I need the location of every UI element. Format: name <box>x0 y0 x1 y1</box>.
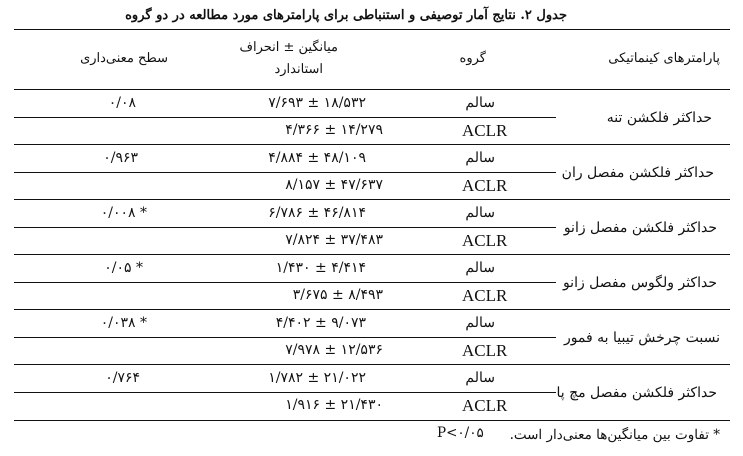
healthy-mean-sd: ۴۶/۸۱۴ ± ۶/۷۸۶ <box>268 205 366 221</box>
group-healthy-label: سالم <box>465 370 495 386</box>
header-mean-line2: استاندارد <box>274 62 323 77</box>
table-caption: جدول ۲. نتایج آمار توصیفی و استنباطی برای پارامترهای مورد مطالعه در دو گروه <box>125 8 567 23</box>
p-value: ۰/۰۸ <box>108 95 136 111</box>
group-aclr-label: ACLR <box>462 231 508 250</box>
parameter-label: حداکثر فلکشن مفصل ران <box>561 165 714 181</box>
parameter-label: حداکثر فلکشن تنه <box>606 110 712 126</box>
header-bottom-border <box>14 89 730 90</box>
group-healthy-label: سالم <box>465 150 495 166</box>
healthy-mean-sd: ۲۱/۰۲۲ ± ۱/۷۸۲ <box>268 370 366 386</box>
parameter-label: نسبت چرخش تیبیا به فمور <box>563 330 720 346</box>
row-divider <box>14 172 556 173</box>
row-divider <box>14 227 556 228</box>
aclr-mean-sd: ۸/۴۹۳ ± ۳/۶۷۵ <box>292 287 383 303</box>
p-value: * ۰/۰۵ <box>104 260 143 276</box>
healthy-mean-sd: ۱۸/۵۳۲ ± ۷/۶۹۳ <box>268 95 366 111</box>
healthy-mean-sd: ۴۸/۱۰۹ ± ۴/۸۸۴ <box>268 150 366 166</box>
group-healthy-label: سالم <box>465 95 495 111</box>
footnote-p-threshold: P<۰/۰۵ <box>437 425 484 441</box>
aclr-mean-sd: ۴۷/۶۳۷ ± ۸/۱۵۷ <box>285 177 383 193</box>
p-value: ۰/۹۶۳ <box>103 150 138 166</box>
group-healthy-label: سالم <box>465 205 495 221</box>
p-value: * ۰/۰۳۸ <box>100 315 147 331</box>
row-divider <box>14 254 730 255</box>
header-significance: سطح معنی‌داری <box>80 51 168 66</box>
group-aclr-label: ACLR <box>462 176 508 195</box>
row-divider <box>14 117 556 118</box>
group-healthy-label: سالم <box>465 315 495 331</box>
aclr-mean-sd: ۲۱/۴۳۰ ± ۱/۹۱۶ <box>285 397 383 413</box>
row-divider <box>14 309 730 310</box>
header-group: گروه <box>459 51 486 66</box>
row-divider <box>14 144 730 145</box>
row-divider <box>14 282 556 283</box>
parameter-label: حداکثر ولگوس مفصل زانو <box>562 275 717 291</box>
healthy-mean-sd: ۴/۴۱۴ ± ۱/۴۳۰ <box>275 260 366 276</box>
footnote-text: * تفاوت بین میانگین‌ها معنی‌دار است. <box>509 427 720 443</box>
aclr-mean-sd: ۱۲/۵۳۶ ± ۷/۹۷۸ <box>285 342 383 358</box>
header-mean-line1: میانگین ± انحراف <box>239 40 338 55</box>
aclr-mean-sd: ۳۷/۴۸۳ ± ۷/۸۲۴ <box>285 232 383 248</box>
group-aclr-label: ACLR <box>462 341 508 360</box>
parameter-label: حداکثر فلکشن مفصل مچ پا <box>556 385 717 401</box>
table-top-border <box>14 29 730 30</box>
row-divider <box>14 392 556 393</box>
group-aclr-label: ACLR <box>462 396 508 415</box>
table-bottom-border <box>14 420 730 421</box>
group-aclr-label: ACLR <box>462 121 508 140</box>
p-value: * ۰/۰۰۸ <box>100 205 147 221</box>
parameter-label: حداکثر فلکشن مفصل زانو <box>563 220 717 236</box>
header-parameter: پارامترهای کینماتیکی <box>608 51 720 66</box>
row-divider <box>14 199 730 200</box>
row-divider <box>14 364 730 365</box>
aclr-mean-sd: ۱۴/۲۷۹ ± ۴/۳۶۶ <box>285 122 383 138</box>
p-value: ۰/۷۶۴ <box>105 370 140 386</box>
group-aclr-label: ACLR <box>462 286 508 305</box>
row-divider <box>14 337 556 338</box>
group-healthy-label: سالم <box>465 260 495 276</box>
healthy-mean-sd: ۹/۰۷۳ ± ۴/۴۰۲ <box>275 315 366 331</box>
